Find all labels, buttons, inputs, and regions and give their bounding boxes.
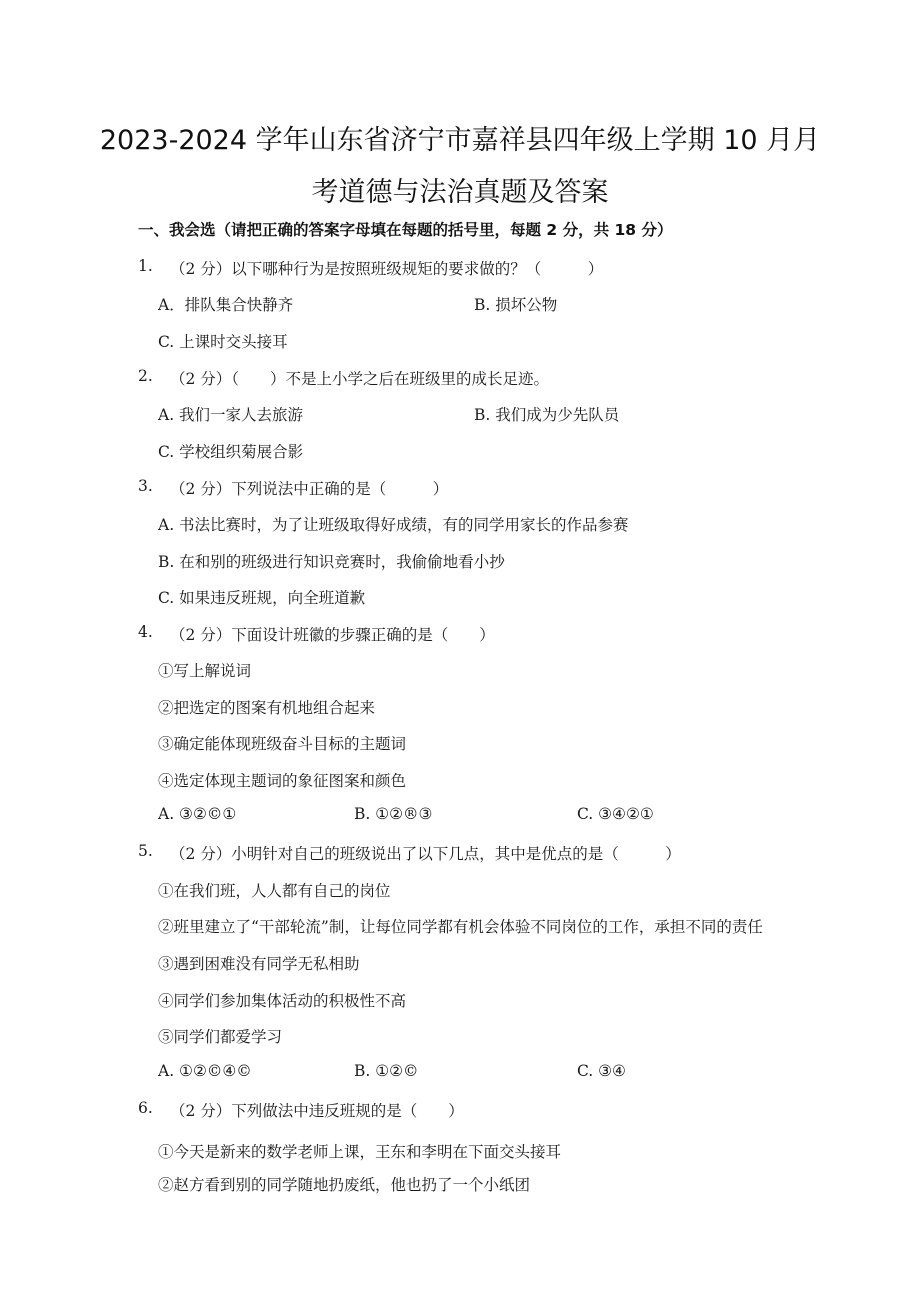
option-c: C. ③④②① (577, 805, 654, 823)
document-title-line-2: 考道德与法治真题及答案 (311, 177, 609, 208)
question-text: （2 分）下面设计班徽的步骤正确的是（ ） (170, 626, 495, 644)
option-b: B. 我们成为少先队员 (474, 406, 620, 424)
option-c: C. 学校组织菊展合影 (158, 443, 304, 461)
document-title-line-1: 2023-2024 学年山东省济宁市嘉祥县四年级上学期 10 月月 (99, 125, 821, 156)
section-heading: 一、我会选（请把正确的答案字母填在每题的括号里，每题 2 分，共 18 分） (138, 221, 673, 239)
statement-item: ①今天是新来的数学老师上课，王东和李明在下面交头接耳 (158, 1143, 562, 1161)
question-text: （2 分）（ ）不是上小学之后在班级里的成长足迹。 (170, 370, 550, 388)
statement-item: ④同学们参加集体活动的积极性不高 (158, 992, 407, 1010)
step-item: ②把选定的图案有机地组合起来 (158, 699, 376, 717)
step-item: ④选定体现主题词的象征图案和颜色 (158, 772, 407, 790)
question-number: 4. (138, 623, 153, 641)
statement-item: ②赵方看到别的同学随地扔废纸，他也扔了一个小纸团 (158, 1176, 531, 1194)
question-number: 1. (138, 257, 153, 275)
question-number: 6. (138, 1099, 153, 1117)
statement-item: ②班里建立了“干部轮流”制，让每位同学都有机会体验不同岗位的工作，承担不同的责任 (158, 918, 763, 936)
option-a: A．排队集合快静齐 (158, 296, 294, 314)
option-b: B. 损坏公物 (474, 296, 558, 314)
option-a: A. ①②©④© (158, 1062, 252, 1080)
option-b: B. 在和别的班级进行知识竞赛时，我偷偷地看小抄 (158, 553, 505, 571)
step-item: ③确定能体现班级奋斗目标的主题词 (158, 735, 407, 753)
question-text: （2 分）下列做法中违反班规的是（ ） (170, 1102, 464, 1120)
option-c: C. 如果违反班规，向全班道歉 (158, 589, 366, 607)
step-item: ①写上解说词 (158, 662, 252, 680)
option-b: B. ①②®③ (354, 805, 433, 823)
question-text: （2 分）下列说法中正确的是（ ） (170, 480, 449, 498)
question-text: （2 分）以下哪种行为是按照班级规矩的要求做的？（ ） (170, 260, 604, 278)
question-number: 5. (138, 842, 153, 860)
option-b: B. ①②© (354, 1062, 419, 1080)
option-a: A. ③②©① (158, 805, 237, 823)
question-number: 2. (138, 367, 153, 385)
question-text: （2 分）小明针对自己的班级说出了以下几点，其中是优点的是（ ） (170, 845, 681, 863)
question-number: 3. (138, 477, 153, 495)
option-c: C. 上课时交头接耳 (158, 333, 288, 351)
statement-item: ⑤同学们都爱学习 (158, 1028, 283, 1046)
option-c: C. ③④ (577, 1062, 626, 1080)
statement-item: ③遇到困难没有同学无私相助 (158, 955, 360, 973)
option-a: A. 书法比赛时，为了让班级取得好成绩，有的同学用家长的作品参赛 (158, 516, 629, 534)
option-a: A. 我们一家人去旅游 (158, 406, 304, 424)
statement-item: ①在我们班，人人都有自己的岗位 (158, 882, 391, 900)
